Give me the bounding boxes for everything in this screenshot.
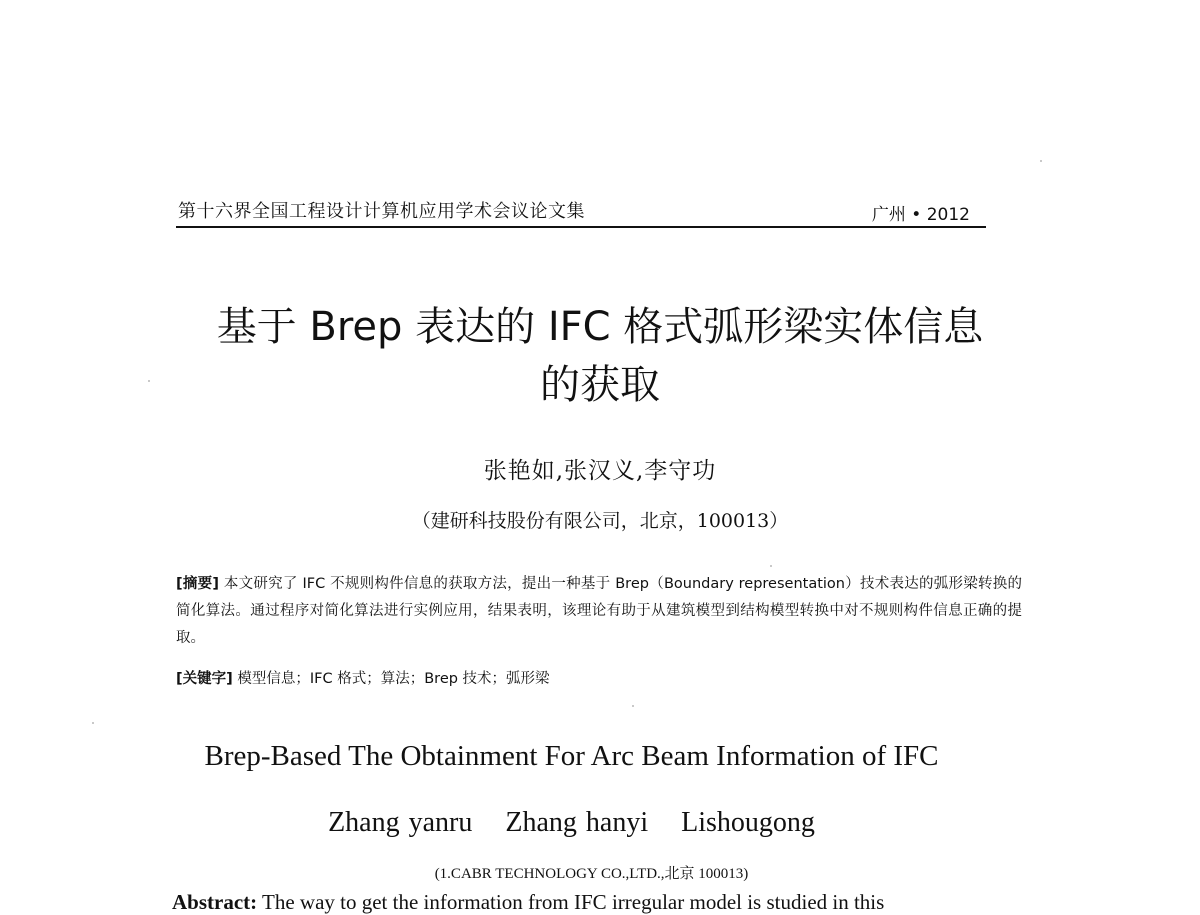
scan-speck — [632, 705, 634, 707]
scan-speck — [1040, 160, 1042, 162]
abstract-en-label: Abstract: — [172, 890, 258, 914]
abstract-zh — [176, 571, 1022, 652]
conference-name: 第十六界全国工程设计计算机应用学术会议论文集 — [178, 201, 585, 222]
author-en: Zhang yanru — [328, 807, 473, 838]
keywords-zh — [176, 666, 1022, 693]
affiliation-zh: （建研科技股份有限公司，北京，100013） — [411, 510, 789, 532]
paper-title-zh-line1: 基于 Brep 表达的 IFC 格式弧形梁实体信息 — [216, 304, 984, 350]
authors-en — [0, 807, 1143, 839]
scan-speck — [770, 565, 772, 567]
abstract-zh-text: 本文研究了 IFC 不规则构件信息的获取方法，提出一种基于 Brep（Boundary representation）技术表达的弧形梁转换的简化算法。通过程序对简化算法进行实例应用，结果表明，该理论有助于从建筑模型到结构模型转换中对不规则构件信息正确的提取。 — [176, 576, 1022, 646]
affiliation-en: (1.CABR TECHNOLOGY CO.,LTD.,北京 100013) — [434, 866, 749, 882]
abstract-en — [172, 890, 1032, 915]
running-header — [176, 192, 986, 228]
authors-zh: 张艳如,张汉义,李守功 — [483, 458, 717, 484]
keywords-zh-label: [关键字] — [176, 671, 233, 687]
keywords-zh-text: 模型信息；IFC 格式；算法；Brep 技术；弧形梁 — [237, 671, 550, 687]
abstract-zh-label: [摘要] — [176, 576, 220, 592]
location-year: 广州 • 2012 — [871, 205, 970, 225]
abstract-en-text: The way to get the information from IFC irregular model is studied in this — [262, 890, 885, 914]
paper-title-en: Brep-Based The Obtainment For Arc Beam Information of IFC — [204, 740, 939, 772]
paper-title-zh — [150, 298, 1050, 414]
paper-title-zh-line2: 的获取 — [540, 362, 660, 408]
author-en: Lishougong — [681, 807, 815, 838]
author-en: Zhang hanyi — [505, 807, 649, 838]
scan-speck — [92, 722, 94, 724]
